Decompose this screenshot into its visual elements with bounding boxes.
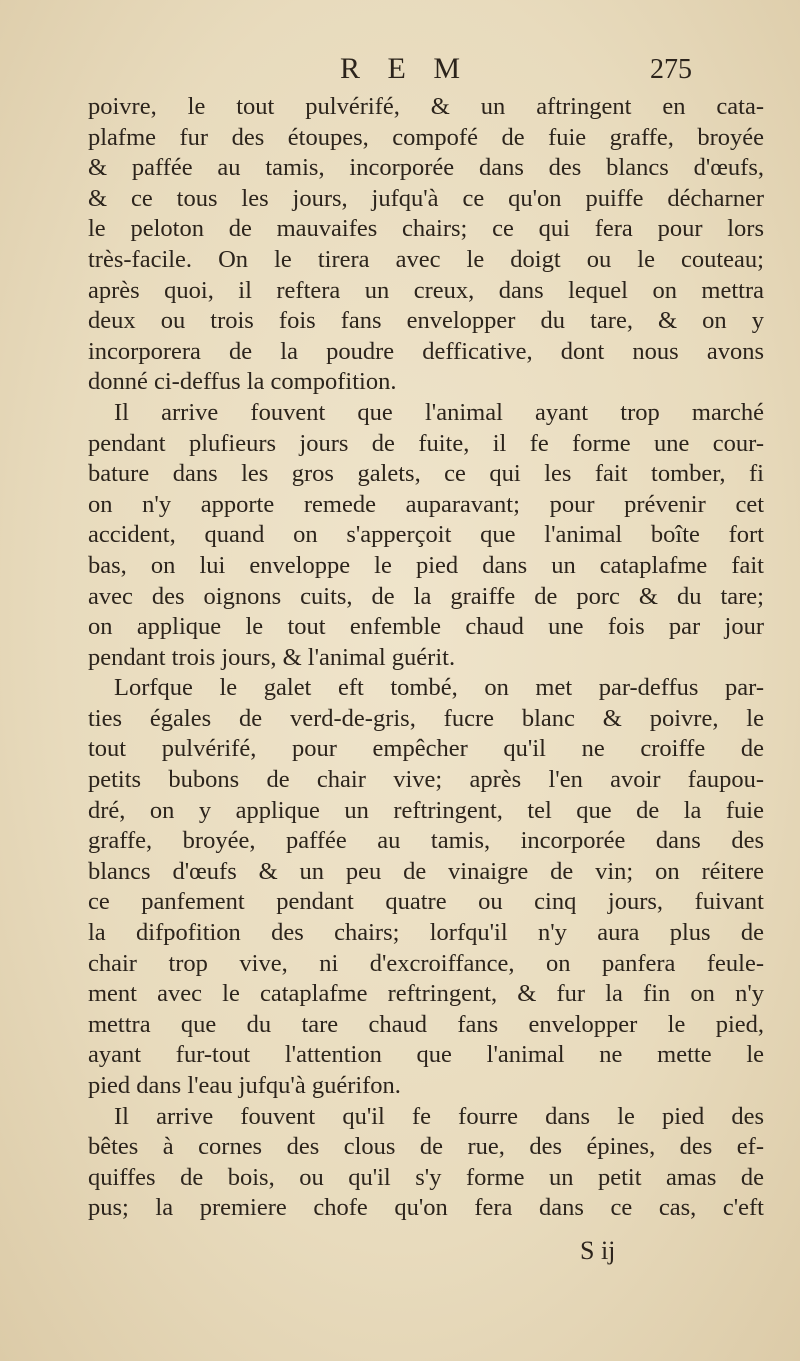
text-line: Lorfque le galet eft tombé, on met par-deffus par- (114, 674, 764, 702)
text-line: ce panfement pendant quatre ou cinq jours, fuivant (88, 888, 764, 916)
page-number: 275 (650, 54, 692, 85)
text-line: ayant fur-tout l'attention que l'animal ne mette le (88, 1041, 764, 1069)
text-line: bêtes à cornes des clous de rue, des épines, des ef- (88, 1133, 764, 1161)
text-line: chair trop vive, ni d'excroiffance, on panfera feule- (88, 949, 764, 977)
text-line: très-facile. On le tirera avec le doigt ou le couteau; (88, 245, 764, 273)
text-line: on applique le tout enfemble chaud une fois par jour (88, 613, 764, 641)
text-line: tout pulvérifé, pour empêcher qu'il ne croiffe de (88, 735, 764, 763)
text-line: pendant plufieurs jours de fuite, il fe forme une cour- (88, 429, 764, 457)
text-line: pus; la premiere chofe qu'on fera dans ce cas, c'eft (88, 1194, 764, 1222)
text-line: mettra que du tare chaud fans envelopper le pied, (88, 1010, 764, 1038)
text-line: donné ci-deffus la compofition. (88, 368, 397, 396)
body-text (88, 92, 764, 1224)
text-line: poivre, le tout pulvérifé, & un aftringent en cata- (88, 93, 764, 120)
text-line: quiffes de bois, ou qu'il s'y forme un petit amas de (88, 1163, 764, 1191)
signature-mark: S ij (580, 1236, 616, 1265)
text-line: & ce tous les jours, jufqu'à ce qu'on puiffe décharner (88, 184, 764, 212)
text-line: graffe, broyée, paffée au tamis, incorporée dans des (88, 827, 764, 855)
text-line: bature dans les gros galets, ce qui les fait tomber, fi (88, 460, 764, 488)
page-header (0, 52, 800, 92)
running-head: R E M (340, 52, 471, 85)
text-line: bas, on lui enveloppe le pied dans un cataplafme fait (88, 551, 764, 579)
text-line: la difpofition des chairs; lorfqu'il n'y aura plus de (88, 919, 764, 947)
text-line: plafme fur des étoupes, compofé de fuie graffe, broyée (88, 123, 764, 151)
text-line: Il arrive fouvent que l'animal ayant trop marché (114, 398, 764, 426)
text-line: le peloton de mauvaifes chairs; ce qui fera pour lors (88, 215, 764, 243)
text-line: ties égales de verd-de-gris, fucre blanc & poivre, le (88, 704, 764, 732)
text-line: avec des oignons cuits, de la graiffe de porc & du tare; (88, 582, 764, 610)
text-line: pendant trois jours, & l'animal guérit. (88, 643, 456, 671)
text-line: & paffée au tamis, incorporée dans des blancs d'œufs, (88, 154, 764, 182)
text-line: pied dans l'eau jufqu'à guérifon. (88, 1072, 401, 1099)
text-line: Il arrive fouvent qu'il fe fourre dans le pied des (114, 1102, 764, 1130)
text-line: on n'y apporte remede auparavant; pour prévenir cet (88, 490, 764, 518)
text-line: ment avec le cataplafme reftringent, & fur la fin on n'y (88, 980, 764, 1008)
text-line: après quoi, il reftera un creux, dans lequel on mettra (88, 276, 764, 304)
text-line: accident, quand on s'apperçoit que l'animal boîte fort (88, 521, 764, 549)
text-line: dré, on y applique un reftringent, tel que de la fuie (88, 796, 764, 824)
text-line: incorporera de la poudre defficative, dont nous avons (88, 337, 764, 365)
text-line: deux ou trois fois fans envelopper du tare, & on y (88, 307, 764, 335)
text-line: petits bubons de chair vive; après l'en avoir faupou- (88, 766, 764, 794)
text-line: blancs d'œufs & un peu de vinaigre de vin; on réitere (88, 857, 764, 885)
